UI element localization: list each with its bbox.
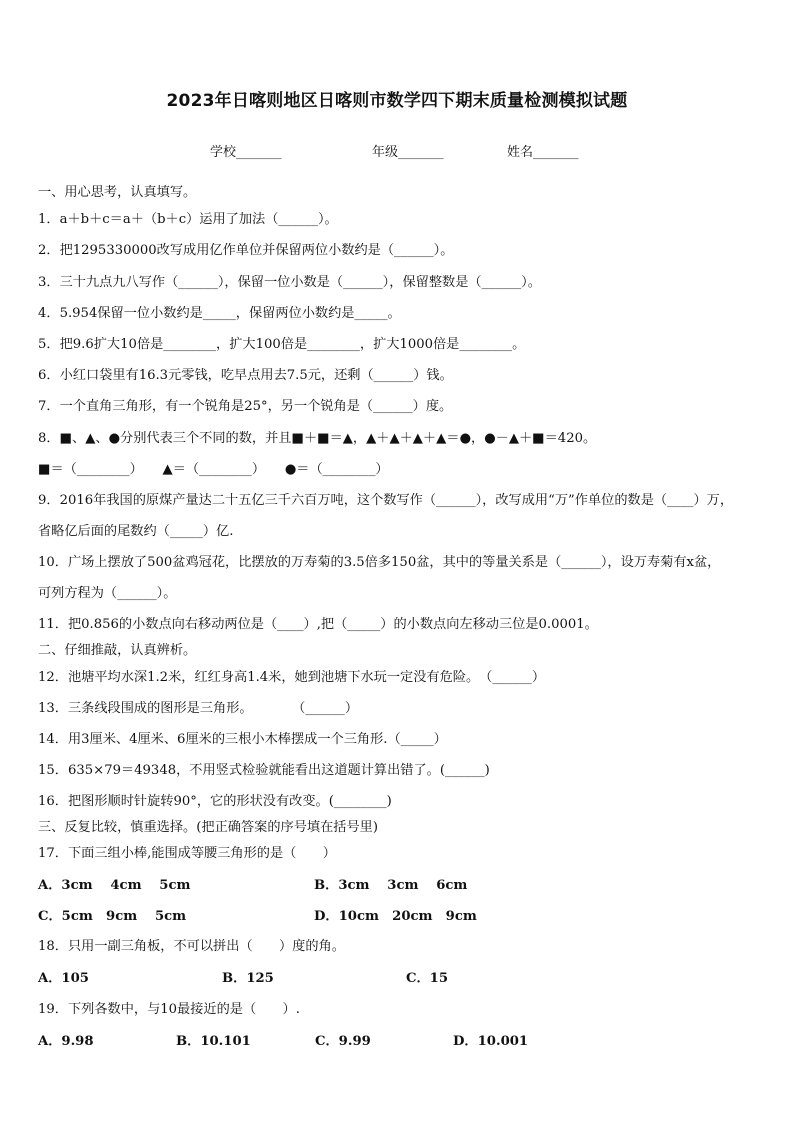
section-heading-2: 二、仔细推敲，认真辨析。: [38, 643, 197, 658]
q19-option-c: C．9.99: [315, 1034, 371, 1049]
q18-option-c: C．15: [406, 971, 449, 986]
q17-option-b: B．3cm 3cm 6cm: [314, 878, 468, 893]
question-12: 12．池塘平均水深1.2米，红红身高1.4米，她到池塘下水玩一定没有危险。 （______）: [38, 670, 546, 685]
question-4: 4．5.954保留一位小数约是_____，保留两位小数约是_____。: [38, 306, 401, 321]
question-15: 15．635×79＝49348，不用竖式检验就能看出这道题计算出错了。(______): [38, 763, 490, 778]
question-10: 10．广场上摆放了500盆鸡冠花，比摆放的万寿菊的3.5倍多150盆，其中的等量关系是（______），设万寿菊有x盆，: [38, 555, 721, 570]
question-9: 9．2016年我国的原煤产量达二十五亿三千六百万吨，这个数写作（______），改写成用“万”作单位的数是（____）万，: [38, 493, 734, 508]
grade-field: 年级_______: [372, 145, 444, 160]
question-5: 5．把9.6扩大10倍是________，扩大100倍是________，扩大1000倍是________。: [38, 337, 526, 352]
name-field: 姓名_______: [507, 145, 579, 160]
question-14: 14．用3厘米、4厘米、6厘米的三根小木棒摆成一个三角形.（_____）: [38, 732, 447, 747]
question-1: 1．a＋b＋c＝a＋（b＋c）运用了加法（______）。: [38, 212, 338, 227]
question-8: 8．■、▲、●分别代表三个不同的数，并且■＋■＝▲，▲＋▲＋▲＋▲＝●，●－▲＋■＝420。: [38, 431, 597, 446]
question-13: 13．三条线段围成的图形是三角形。 （______）: [38, 701, 359, 716]
school-field: 学校_______: [210, 145, 282, 160]
question-6: 6．小红口袋里有16.3元零钱，吃早点用去7.5元，还剩（______）钱。: [38, 368, 453, 383]
question-7: 7．一个直角三角形，有一个锐角是25°，另一个锐角是（______）度。: [38, 399, 453, 414]
q19-option-d: D．10.001: [453, 1034, 529, 1049]
question-16: 16．把图形顺时针旋转90°，它的形状没有改变。(________): [38, 794, 392, 809]
q17-option-c: C．5cm 9cm 5cm: [38, 909, 187, 924]
question-9-continued: 省略亿后面的尾数约（_____）亿.: [38, 524, 234, 539]
q17-option-a: A．3cm 4cm 5cm: [38, 878, 191, 893]
q18-option-b: B．125: [222, 971, 274, 986]
page-title: 2023年日喀则地区日喀则市数学四下期末质量检测模拟试题: [166, 91, 628, 111]
q19-option-a: A．9.98: [38, 1034, 94, 1049]
q18-option-a: A．105: [38, 971, 89, 986]
question-2: 2．把1295330000改写成用亿作单位并保留两位小数约是（______）。: [38, 243, 454, 258]
section-heading-1: 一、用心思考，认真填写。: [38, 185, 197, 200]
question-11: 11．把0.856的小数点向右移动两位是（____）,把（_____）的小数点向左移动三位是0.0001。: [38, 617, 598, 632]
q19-option-b: B．10.101: [176, 1034, 251, 1049]
question-18: 18．只用一副三角板，不可以拼出（ ）度的角。: [38, 939, 345, 954]
question-17: 17．下面三组小棒,能围成等腰三角形的是（ ）: [38, 846, 336, 861]
question-8-answers: ■＝（________） ▲＝（________） ●＝（________）: [38, 462, 389, 477]
question-10-continued: 可列方程为（______）。: [38, 586, 177, 601]
question-3: 3．三十九点九八写作（______），保留一位小数是（______），保留整数是（______）。: [38, 275, 541, 290]
q17-option-d: D．10cm 20cm 9cm: [314, 909, 477, 924]
section-heading-3: 三、反复比较，慎重选择。(把正确答案的序号填在括号里): [38, 820, 378, 835]
question-19: 19．下列各数中，与10最接近的是（ ）.: [38, 1002, 300, 1017]
